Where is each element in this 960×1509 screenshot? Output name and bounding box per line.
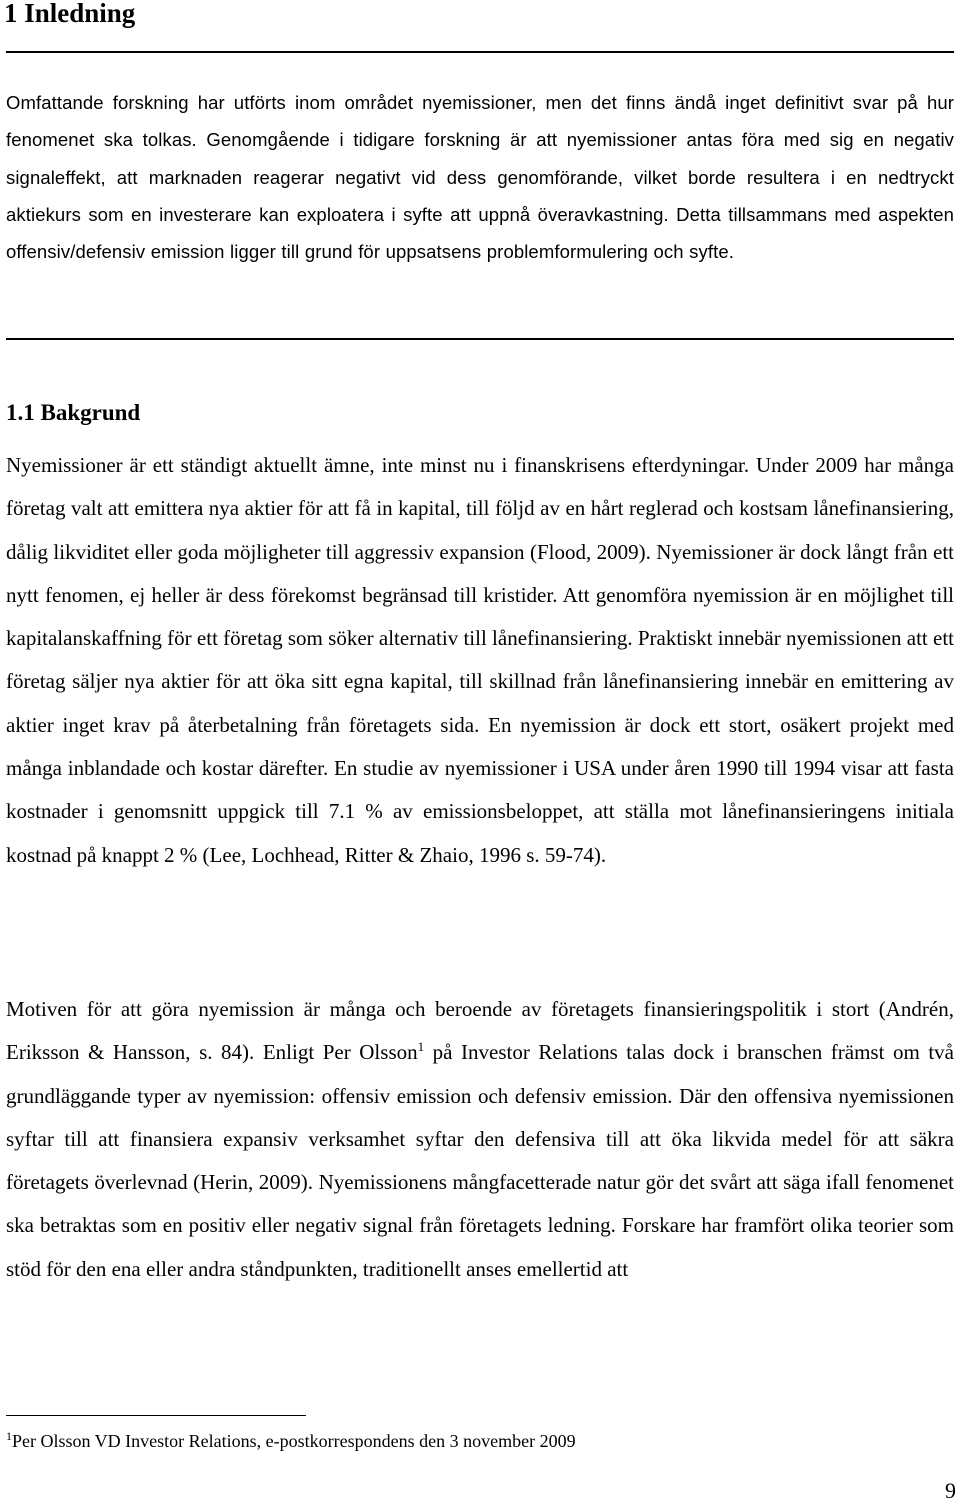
chapter-title: 1 Inledning [4, 0, 136, 28]
footnote-number: 1 [6, 1429, 12, 1443]
abstract-text: Omfattande forskning har utförts inom området nyemissioner, men det finns ändå inget definitivt svar på hur fenomenet ska tolkas. Genomgående i tidigare forskning är att nyemissioner antas föra med sig en negativ signaleffekt, att marknaden reagerar negativt vid dess genomförande, vilket borde resultera i en nedtryckt aktiekurs som en investerare kan exploatera i syfte att uppnå överavkastning. Detta tillsammans med aspekten offensiv/defensiv emission ligger till grund för uppsatsens problemformulering och syfte. [6, 92, 954, 263]
paragraph-2-text-before: Motiven för att göra nyemission är många och beroende av företagets finansieringspolitik i stort (Andrén, Eriksson & Hansson, s. 84). Enligt Per Olsson [6, 997, 954, 1065]
page-number: 9 [945, 1478, 956, 1503]
footnote [6, 1428, 576, 1454]
section-title: 1.1 Bakgrund [6, 400, 141, 425]
footnote-text: Per Olsson VD Investor Relations, e-postkorrespondens den 3 november 2009 [12, 1431, 576, 1451]
background-paragraph-1: Nyemissioner är ett ständigt aktuellt ämne, inte minst nu i finanskrisens efterdyningar. Under 2009 har många företag valt att emittera nya aktier för att få in kapital, till följd av en hårt reglerad och kostsam lånefinansiering, dålig likviditet eller goda möjligheter till aggressiv expansion (Flood, 2009). Nyemissioner är dock långt från ett nytt fenomen, ej heller är dess förekomst begränsad till kristider. Att genomföra nyemission är en möjlighet till kapitalanskaffning för ett företag som söker alternativ till lånefinansiering. Praktiskt innebär nyemissionen att ett företag säljer nya aktier för att öka sitt egna kapital, till skillnad från lånefinansiering innebär en emittering av aktier inget krav på återbetalning från företagets sida. En nyemission är dock ett stort, osäkert projekt med många inblandade och kostar därefter. En studie av nyemissioner i USA under åren 1990 till 1994 visar att fasta kostnader i genomsnitt uppgick till 7.1 % av emissionsbeloppet, att ställa mot lånefinansieringens initiala kostnad på knappt 2 % (Lee, Lochhead, Ritter & Zhaio, 1996 s. 59-74). [6, 453, 954, 867]
footnote-reference[interactable]: 1 [417, 1039, 425, 1055]
abstract-top-rule [6, 51, 954, 53]
paragraph-2-text-after: på Investor Relations talas dock i branschen främst om två grundläggande typer av nyemission: offensiv emission och defensiv emission. Där den offensiva nyemissionen syftar till att finansiera expansiv verksamhet syftar den defensiva till att öka likvida medel för att säkra företagets överlevnad (Herin, 2009). Nyemissionens mångfacetterade natur gör det svårt att säga ifall fenomenet ska betraktas som en positiv eller negativ signal från företagets ledning. Forskare har framfört olika teorier som stöd för den ena eller andra ståndpunkten, traditionellt anses emellertid att [6, 1040, 955, 1281]
abstract-bottom-rule [6, 338, 954, 340]
footnote-separator [6, 1415, 306, 1416]
background-paragraph-2 [6, 988, 954, 1291]
